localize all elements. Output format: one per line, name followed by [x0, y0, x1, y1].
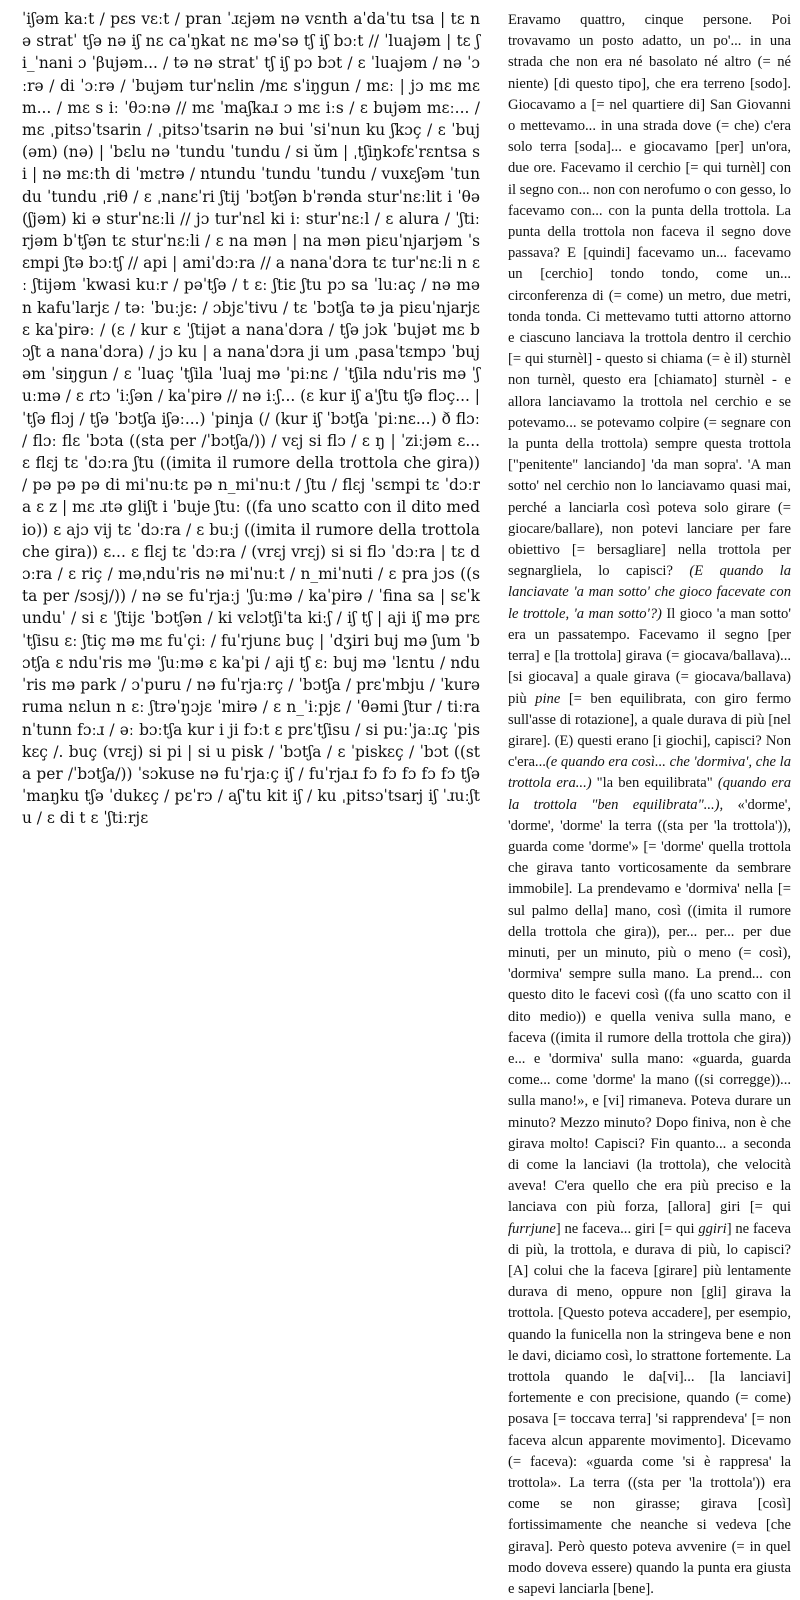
translation-segment: Eravamo quattro, cinque persone. Poi trovavamo un posto adatto, un po'... in una strada che non era né basolato né altro (= né niente) [di questo tipo], che era terreno [sodo]. Giocavamo a [= nel quartiere di] San Giovanni o mettevamo... in una strada dove (= che) c'era solo terra [soda]... e giocavamo [per] un'ora, due ore. Facevamo il cerchio [= qui turnèl] con il segno con... non con nerofumo o con gesso, lo facevamo con... con la punta della trottola. La punta della trottola non faceva il segno dove passava? E [quindi] facevamo un... facevamo un [cerchio] tondo tondo, come un... circonferenza di (= come) un metro, due metri, tonda tonda. Ci mettevamo tutti attorno attorno e ciascuno lanciava la trottola dentro il cerchio [= qui sturnèl] - questo si chiama (= è il) sturnèl non turnèl, questo era [chiamato] sturnèl - e allora lanciavamo la trottola nel cerchio e se potevamo... se potevamo colpire (= segnare con la punta della trottola) sempre questa trottola ["penitente" lanciando] 'da man sopra'. 'A man sotto' nel cerchio non lo lanciavamo quasi mai, perché a lanciarla così poteva solo girare (= giocare/ballare), non potevi lanciare per fare obiettivo [= bersagliare] nella trottola per segnargliela, lo capisci?: [508, 12, 791, 580]
translation-segment: "la ben equilibrata": [591, 775, 718, 792]
translation-segment: ] ne faceva di più, la trottola, e durava di più, lo capisci? [A] colui che la faceva [girare] più lentamente durava di meno, oppure non [gli] girava la trottola. [Questo poteva accadere], per esempio, quando la funicella non la stringeva bene e non le davi, diciamo così, lo strattone fortemente. La trottola quando le da[vi]... [la lanciavi] fortemente e con precisione, quando (= come) posava [= toccava terra] 'si rapprendeva' [= non faceva alcun apparente movimento]. Dicevamo (= faceva): «guarda come 'si è rappresa' la trottola». La terra ((sta per 'la trottola')) era come se non girasse; girava [così] fortissimamente che neanche si vedeva [che girava]. Però questo poteva avvenire (= in quel modo doveva essere) quando la punta era giusta e sapevi lanciarla [bene].: [508, 1220, 792, 1598]
phonetic-transcription-column: [22, 8, 480, 830]
translation-segment-italic: (quando era la trottola "ben equilibrata"...),: [508, 775, 792, 813]
translation-segment: [= ben equilibrata, con giro fermo sull'asse di rotazione], a quale durava di più [nel girare]. (E) questi erano [i giochi], capisci? Non c'era...: [508, 690, 792, 771]
phonetic-transcription-text: ˈiʃəm kaːt / pɛs vɛːt / pran ˈɹɛjəm nə vɛnth aˈdaˈtu tsa | tɛ nə stratˈ tʃə nə iʃ nɛ caˈŋkat nɛ məˈsə tʃ iʃ bɔːt // ˈluajəm | tɛ ʃi_ˈnani ɔ ˈβujəm... / tə nə stratˈ tʃ iʃ pɔ bɔt / ɛ ˈluajəm / nə ˈɔːrə / di ˈɔːrə / ˈbujəm turˈnɛlin /mɛ sˈiŋgun / mɛː | jɔ mɛ mɛ m... / mɛ s iː ˈθɔːnə // mɛ ˈmaʃkaɹ ɔ mɛ iːs / ɛ bujəm mɛː... / mɛ ˌpitsɔˈtsarin / ˌpitsɔˈtsarin nə bui ˈsiˈnun ku ʃkɔç / ɛ ˈbuj(əm) (nə) | ˈbɛlu nə ˈtundu ˈtundu / si ŭm | ˌtʃiŋkɔfɛˈrɛntsa si | nə mɛːth di ˈmɛtrə / ntundu ˈtundu ˈtundu / vuxɛʃəm ˈtundu ˈtundu ˌriθ / ɛ ˌnanɛˈri ʃtij ˈbɔtʃən bˈrənda sturˈnɛːlit i ˈθə(ʃjəm) ki ə sturˈnɛːli // jɔ turˈnɛl ki iː sturˈnɛːl / ɛ alura / ˈʃtiːrjəm bˈtʃən tɛ sturˈnɛːli / ɛ na mən | na mən piɛuˈnjarjəm ˈsɛmpi ʃtə bɔːtʃ // api | amiˈdɔːra // a nanaˈdɔra tɛ turˈnɛːli n ɛː ʃtijəm ˈkwasi kuːr / pəˈtʃə / t ɛː ʃtiɛ ʃtu pɔ sa ˈluːaç / nə mən kafuˈlarjɛ / təː ˈbuːjɛ: / ɔbjɛˈtivu / tɛ ˈbɔtʃa tə ja piɛuˈnjarjɛ ɛ kaˈpirəː / (ɛ / kur ɛ ˈʃtijət a nanaˈdɔra / tʃə jɔk ˈbujət mɛ bɔʃt a nanaˈdɔra) / jɔ ku | a nanaˈdɔra ji um ˌpasaˈtɛmpɔ ˈbujəm ˈsiŋgun / ɛ ˈluaç ˈtʃila ˈluaj mə ˈpiːnɛ / ˈtʃila nduˈris mə ˈʃuːmə / ɛ ɾtɔ ˈiːʃən / kaˈpirə // nə iːʃ... (ɛ kur iʃ aˈʃtu tʃə flɔç... | ˈtʃə flɔj / tʃə ˈbɔtʃa iʃəː...) ˈpinja (/ (kur iʃ ˈbɔtʃa ˈpiːnɛ...) ð flɔː / flɔː flɛ ˈbɔta ((sta per /ˈbɔtʃa/)) / vɛj si flɔ / ɛ ŋ | ˈziːjəm ɛ... ɛ flɛj tɛ ˈdɔːra ʃtu ((imita il rumore della trottola che gira)) / pə pə pə di miˈnuːtɛ pə n_miˈnuːt / ʃtu / flɛj ˈsɛmpi tɛ ˈdɔːra ɛ z | mɛ ɹtə gliʃt i ˈbuje ʃtuː ((fa uno scatto con il dito medio)) ɛ ajɔ vij tɛ ˈdɔːra / ɛ buːj ((imita il rumore della trottola che gira)) ɛ... ɛ flɛj tɛ ˈdɔːra / (vrɛj vrɛj) si si flɔ ˈdɔːra | tɛ dɔːra / ɛ riç / məˌnduˈris nə miˈnuːt / n_miˈnuti / ɛ pra jɔs ((sta per /sɔsj/)) / nə se fuˈrjaːj ˈʃuːmə / kaˈpirə / ˈfina sa | sɛˈkunduˈ / si ɛ ˈʃtijɛ ˈbɔtʃən / ki vɛlɔtʃiˈta kiːʃ / iʃ tʃ | aji iʃ mə prɛˈtʃisu ɛː ʃtiç mə mɛ fuˈçiː / fuˈrjunɛ buç | ˈdʒiri buj mə ʃum ˈbɔtʃa ɛ nduˈris mə ˈʃuːmə ɛ kaˈpi / aji tʃ ɛː buj mə ˈlɛntu / nduˈris mə park / ɔˈpuru / nə fuˈrjaːrç / ˈbɔtʃa / prɛˈmbju / ˈkurə ruma nɛlun n ɛː ʃtrəˈŋɔjɛ ˈmirə / ɛ n_ˈiːpjɛ / ˈθəmi ʃtur / tiːranˈtunn fɔːɹ / əː bɔːtʃa kur i ji fɔːt ɛ prɛˈtʃisu / si puːˈjaːɹç ˈpiskɛç /. buç (vrɛj) si pi | si u pisk / ˈbɔtʃa / ɛ ˈpiskɛç / ˈbɔt ((sta per /ˈbɔtʃa/)) ˈsɔkuse nə fuˈrjaːç iʃ / fuˈrjaɹ fɔ fɔ fɔ fɔ fɔ tʃə ˈmaŋku tʃə ˈdukɛç / pɛˈrɔ / aʃˈtu kit iʃ / ku ˌpitsɔˈtsarj iʃ ˈɹuːʃtu / ɛ di t ɛ ˈʃtiːrjɛ: [22, 10, 480, 828]
translation-segment-italic: ggiri: [698, 1220, 727, 1237]
translation-segment-italic: (E quando la lanciavate 'a man sotto' che gioco facevate con le trottole, 'a man sotto'?): [508, 563, 791, 622]
translation-segment: «'dorme', 'dorme', 'dorme' la terra ((sta per 'la trottola')), guarda come 'dorme'» [= 'dorme' quella trottola che girava tanto vorticosamente da sembrare immobile]. La prendevamo e 'dormiva' nella [= sul palmo della] mano, così ((imita il rumore della trottola che gira)), per... per... per due minuti, per un minuto, più o meno (= così), 'dormiva' sempre sulla mano. La prend... con questo dito le facevi così ((fa uno scatto con il dito medio)) e quella veniva sulla mano, e faceva ((imita il rumore della trottola che gira)) e... e 'dormiva' sulla mano: «guarda, guarda come... come 'dorme' la mano ((si corregge))... sulla mano!», e [vi] rimaneva. Poteva durare un minuto? Mezzo minuto? Dopo finiva, non è che girava molto! Capisci? Fin quanto... a seconda di come la lanciavi (la trottola), che velocità aveva! C'era quello che era più preciso e la lanciava con più forza, [allora] giri [= qui: [508, 796, 792, 1216]
translation-segment-italic: pine: [535, 690, 561, 707]
translation-segment: ] ne faceva... giri [= qui: [555, 1220, 699, 1237]
italian-translation-column: [508, 10, 791, 1600]
italian-translation-text: [508, 10, 791, 1600]
translation-segment-italic: furrjune: [508, 1220, 556, 1237]
translation-segment: Il gioco 'a man sotto' era un passatempo. Facevamo il segno [per terra] e [la trottola] girava (= giocava/ballava)...[si giocava] a quale girava (= giocava/ballava) più: [508, 605, 791, 707]
translation-segment-italic: (e quando era così... che 'dormiva', che la trottola era...): [508, 754, 791, 792]
